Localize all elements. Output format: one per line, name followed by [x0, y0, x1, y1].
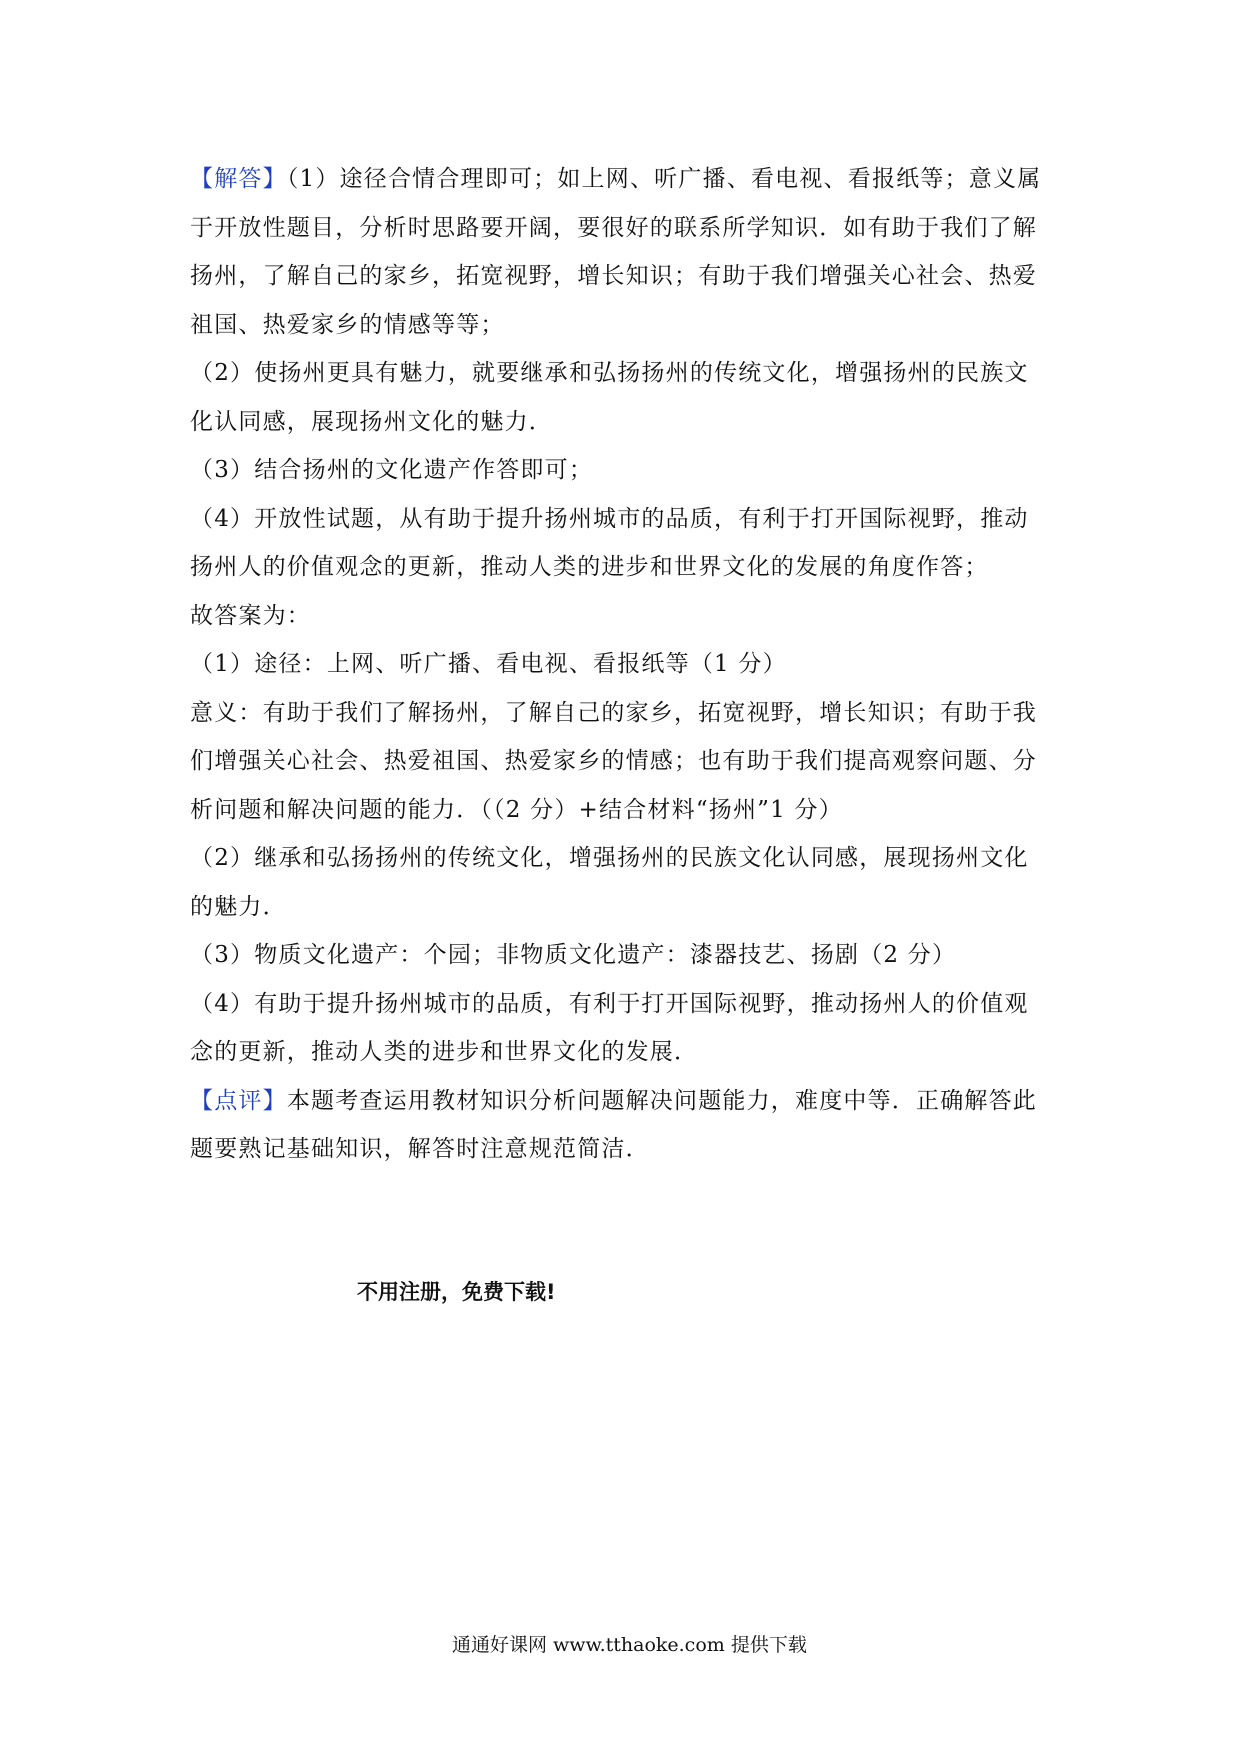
comment-first-line: [190, 1077, 1060, 1126]
answer-line: 扬州，了解自己的家乡，拓宽视野，增长知识；有助于我们增强关心社会、热爱: [190, 263, 1037, 289]
answer-first-line: [190, 155, 1060, 204]
comment-line: 题要熟记基础知识，解答时注意规范简洁．: [190, 1136, 650, 1162]
comment-label: 【点评】: [190, 1087, 287, 1114]
answer-line: 析问题和解决问题的能力．（（2 分）+结合材料“扬州”1 分）: [190, 796, 843, 823]
answer-line: （2）使扬州更具有魅力，就要继承和弘扬扬州的传统文化，增强扬州的民族文: [190, 360, 1029, 386]
answer-line: 的魅力．: [190, 893, 287, 920]
page-footer: 通通好课网 www.tthaoke.com 提供下载: [452, 1634, 807, 1656]
answer-label: 【解答】: [190, 166, 287, 192]
answer-line: 祖国、热爱家乡的情感等等；: [190, 311, 505, 338]
answer-line: 们增强关心社会、热爱祖国、热爱家乡的情感；也有助于我们提高观察问题、分: [190, 748, 1037, 774]
document-body: [190, 155, 1060, 1174]
answer-line: 于开放性题目，分析时思路要开阔，要很好的联系所学知识．如有助于我们了解: [190, 214, 1037, 241]
answer-line: （4）开放性试题，从有助于提升扬州城市的品质，有利于打开国际视野，推动: [190, 505, 1029, 532]
answer-line: （4）有助于提升扬州城市的品质，有利于打开国际视野，推动扬州人的价值观: [190, 990, 1029, 1017]
answer-line: 意义：有助于我们了解扬州，了解自己的家乡，拓宽视野，增长知识；有助于我: [190, 699, 1037, 726]
answer-line: （2）继承和弘扬扬州的传统文化，增强扬州的民族文化认同感，展现扬州文化: [190, 845, 1029, 871]
answer-line: 扬州人的价值观念的更新，推动人类的进步和世界文化的发展的角度作答；: [190, 554, 989, 580]
answer-line: 念的更新，推动人类的进步和世界文化的发展．: [190, 1039, 699, 1065]
answer-text: （1）途径合情合理即可；如上网、听广播、看电视、看报纸等；意义属: [286, 166, 1042, 192]
answer-line: （3）结合扬州的文化遗产作答即可；: [190, 457, 594, 483]
answer-line: （1）途径：上网、听广播、看电视、看报纸等（1 分）: [190, 651, 787, 677]
comment-text: 本题考查运用教材知识分析问题解决问题能力，难度中等．正确解答此: [286, 1087, 1038, 1114]
promo-text: 不用注册，免费下载!: [357, 1280, 556, 1304]
answer-line: （3）物质文化遗产：个园；非物质文化遗产：漆器技艺、扬剧（2 分）: [190, 942, 957, 968]
answer-line: 故答案为：: [190, 602, 311, 629]
answer-line: 化认同感，展现扬州文化的魅力．: [190, 408, 553, 435]
